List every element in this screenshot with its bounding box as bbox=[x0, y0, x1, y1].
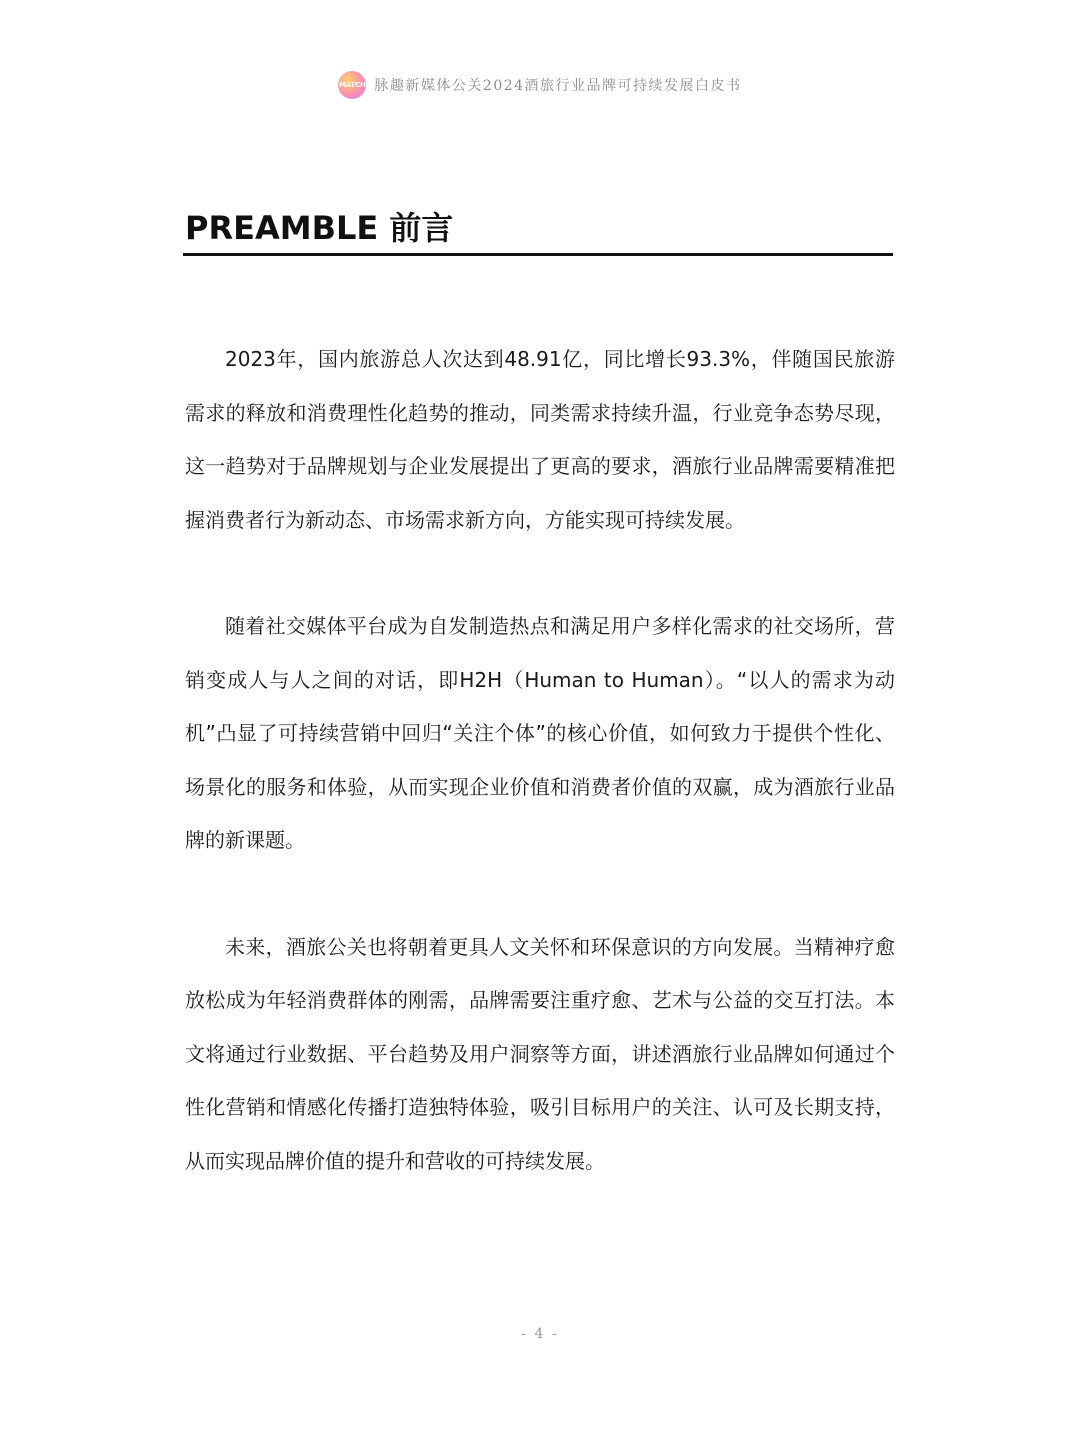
running-header bbox=[0, 70, 1080, 100]
title-divider bbox=[183, 253, 893, 256]
paragraph-2: 随着社交媒体平台成为自发制造热点和满足用户多样化需求的社交场所，营销变成人与人之间的对话，即H2H（Human to Human）。“以人的需求为动机”凸显了可持续营销中回归“关注个体”的核心价值，如何致力于提供个性化、场景化的服务和体验，从而实现企业价值和消费者价值的双赢，成为酒旅行业品牌的新课题。 bbox=[185, 614, 895, 852]
header-title: 脉趣新媒体公关2024酒旅行业品牌可持续发展白皮书 bbox=[374, 78, 742, 94]
paragraph-1: 2023年，国内旅游总人次达到48.91亿，同比增长93.3%，伴随国民旅游需求的释放和消费理性化趋势的推动，同类需求持续升温，行业竞争态势尽现，这一趋势对于品牌规划与企业发展提出了更高的要求，酒旅行业品牌需要精准把握消费者行为新动态、市场需求新方向，方能实现可持续发展。 bbox=[185, 347, 895, 532]
paragraph-3: 未来，酒旅公关也将朝着更具人文关怀和环保意识的方向发展。当精神疗愈放松成为年轻消费群体的刚需，品牌需要注重疗愈、艺术与公益的交互打法。本文将通过行业数据、平台趋势及用户洞察等方面，讲述酒旅行业品牌如何通过个性化营销和情感化传播打造独特体验，吸引目标用户的关注、认可及长期支持，从而实现品牌价值的提升和营收的可持续发展。 bbox=[185, 934, 895, 1173]
section-title: PREAMBLE 前言 bbox=[185, 209, 454, 247]
brand-logo-icon bbox=[338, 71, 366, 99]
page-number: - 4 - bbox=[521, 1326, 559, 1342]
brand-logo-text: MATCH bbox=[339, 81, 366, 89]
preamble-body bbox=[185, 333, 895, 1188]
